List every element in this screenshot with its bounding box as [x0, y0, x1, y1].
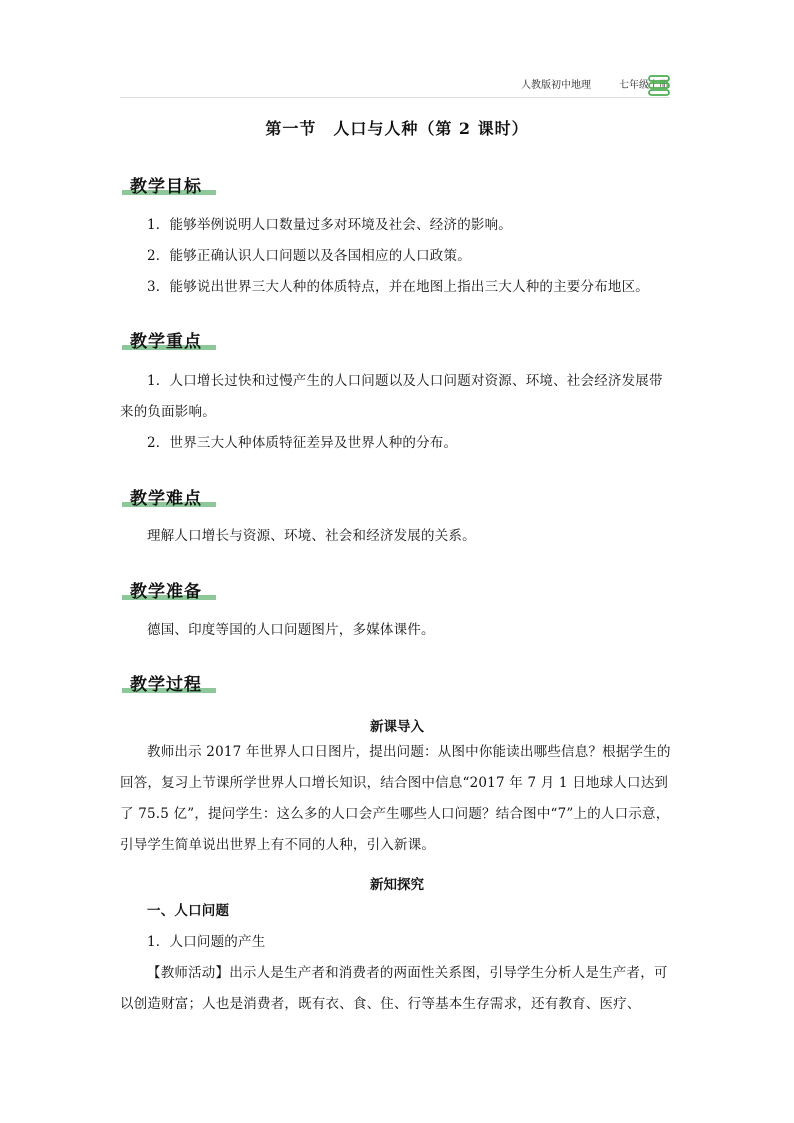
section-heading-process-label: 教学过程	[130, 675, 202, 695]
section-heading-difficulties	[122, 484, 202, 509]
subheading-problem-origin: 1．人口问题的产生	[147, 934, 266, 950]
teacher-activity-label: 【教师活动】	[147, 965, 230, 981]
subheading-population-problems: 一、人口问题	[147, 903, 230, 919]
key-point-item-2: 2．世界三大人种体质特征差异及世界人种的分布。	[147, 435, 458, 451]
section-heading-process	[122, 670, 202, 695]
goal-item-1: 1．能够举例说明人口数量过多对环境及社会、经济的影响。	[147, 217, 512, 233]
page-header	[521, 76, 669, 91]
section-heading-preparation-label: 教学准备	[130, 582, 202, 602]
subheading-explore: 新知探究	[370, 877, 424, 893]
header-publisher: 人教版初中地理	[521, 80, 591, 91]
publisher-logo-icon	[648, 74, 670, 96]
difficulty-text: 理解人口增长与资源、环境、社会和经济发展的关系。	[147, 528, 476, 544]
teacher-activity-paragraph	[120, 958, 674, 1020]
header-divider	[120, 97, 670, 98]
section-heading-key-points	[122, 327, 202, 352]
section-heading-key-points-label: 教学重点	[130, 332, 202, 352]
preparation-text: 德国、印度等国的人口问题图片，多媒体课件。	[147, 622, 435, 638]
teacher-activity-text: 出示人是生产者和消费者的两面性关系图，引导学生分析人是生产者，可以创造财富；人也是消费者，既有衣、食、住、行等基本生存需求，还有教育、医疗、	[120, 965, 668, 1012]
goal-item-3: 3．能够说出世界三大人种的体质特点，并在地图上指出三大人种的主要分布地区。	[147, 279, 649, 295]
header-grade: 七年级上册	[619, 80, 669, 91]
goal-item-2: 2．能够正确认识人口问题以及各国相应的人口政策。	[147, 248, 471, 264]
intro-paragraph: 教师出示 2017 年世界人口日图片，提出问题：从图中你能读出哪些信息？根据学生的回答，复习上节课所学世界人口增长知识，结合图中信息“2017 年 7 月 1 日地球人口达到了 75.5 亿”，提问学生：这么多的人口会产生哪些人口问题？结合图中“7”上的人口示意，引导学生简单说出世界上有不同的人种，引入新课。	[120, 744, 671, 853]
key-point-item-1: 1．人口增长过快和过慢产生的人口问题以及人口问题对资源、环境、社会经济发展带来的负面影响。	[120, 373, 663, 420]
section-heading-difficulties-label: 教学难点	[130, 489, 202, 509]
page-title: 第一节 人口与人种（第 2 课时）	[265, 119, 529, 138]
section-heading-preparation	[122, 577, 202, 602]
section-heading-goals	[122, 172, 202, 197]
section-heading-goals-label: 教学目标	[130, 177, 202, 197]
subheading-intro: 新课导入	[370, 719, 424, 735]
